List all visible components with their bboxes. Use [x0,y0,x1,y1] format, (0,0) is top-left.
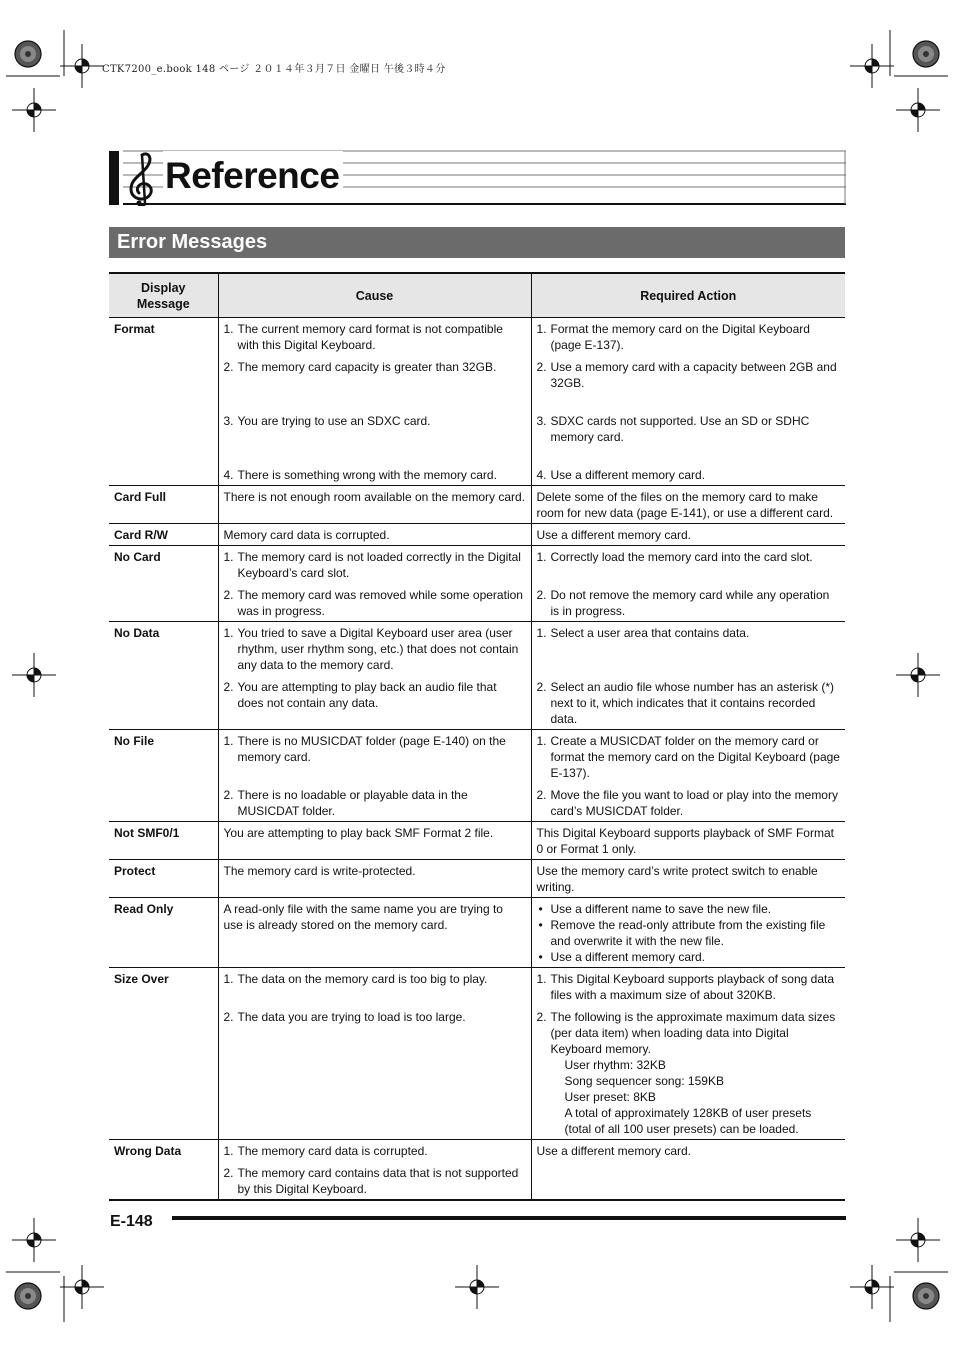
action-item [537,489,841,521]
cause-item [224,787,526,819]
item-number: 2. [223,1166,234,1180]
display-message-cell: Read Only [109,898,218,968]
bullet-item [537,917,841,949]
item-text: Select an audio file whose number has an asterisk (*) next to it, which indicates that it contains recorded data. [550,680,834,726]
display-message-cell: Size Over [109,968,218,1140]
registration-mark-icon [896,88,940,132]
bullet-text: Use a different memory card. [550,950,706,964]
action-item [537,321,841,353]
item-text: There is not enough room available on the memory card. [223,490,525,504]
table-row [109,546,845,622]
action-item [537,359,841,391]
action-item [537,863,841,895]
item-number: 3. [536,414,547,428]
cause-cell [218,1140,531,1201]
cause-item [224,489,526,505]
item-text: Format the memory card on the Digital Keyboard (page E-137). [550,322,810,352]
display-message-cell: No Card [109,546,218,622]
table-row [109,622,845,730]
item-number: 1. [536,734,547,748]
item-text: This Digital Keyboard supports playback of song data files with a maximum size of about 320KB. [550,972,834,1002]
item-text: Move the file you want to load or play into the memory card’s MUSICDAT folder. [550,788,838,818]
cause-cell [218,622,531,730]
action-item [537,679,841,727]
item-number: 4. [536,468,547,482]
item-text: The data on the memory card is too big to play. [237,972,488,986]
cause-cell [218,860,531,898]
item-number: 1. [223,734,234,748]
item-text: Use a different memory card. [550,468,706,482]
action-item [537,625,841,673]
item-number: 2. [223,1010,234,1024]
action-item [537,413,841,445]
item-text: A read-only file with the same name you are trying to use is already stored on the memory card. [223,902,503,932]
data-size-line: User preset: 8KB [564,1090,656,1104]
item-text: You are attempting to play back an audio file that does not contain any data. [237,680,497,710]
item-text: There is no MUSICDAT folder (page E-140) on the memory card. [237,734,506,764]
display-message-cell: Card Full [109,486,218,524]
action-item [537,971,841,1003]
item-text: Use the memory card’s write protect switch to enable writing. [536,864,818,894]
item-text: The memory card was removed while some operation was in progress. [237,588,523,618]
item-number: 1. [223,1144,234,1158]
cause-item [224,1143,526,1159]
action-item [537,1009,841,1137]
item-number: 2. [223,788,234,802]
item-text: Create a MUSICDAT folder on the memory card or format the memory card on the Digital Keyboard (page E-137). [550,734,840,780]
table-row [109,1140,845,1201]
required-action-cell [531,898,845,968]
item-text: You are attempting to play back SMF Format 2 file. [223,826,494,840]
action-item [537,1143,841,1159]
required-action-cell [531,968,845,1140]
bullet-icon: • [538,918,543,932]
display-message-cell: Card R/W [109,524,218,546]
bullet-text: Use a different name to save the new file. [550,902,772,916]
data-size-line: Song sequencer song: 159KB [564,1074,724,1088]
item-number: 1. [223,322,234,336]
table-row [109,822,845,860]
cause-item [224,971,526,1003]
cause-item [224,679,526,711]
item-number: 2. [536,360,547,374]
item-text: The following is the approximate maximum data sizes (per data item) when loading data into Digital Keyboard memory. [550,1010,836,1056]
bullet-icon: • [538,902,543,916]
action-item [537,787,841,819]
table-row [109,318,845,486]
required-action-cell [531,546,845,622]
cause-item [224,825,526,841]
item-text: This Digital Keyboard supports playback of SMF Format 0 or Format 1 only. [536,826,834,856]
item-text: Use a memory card with a capacity between 2GB and 32GB. [550,360,837,390]
item-text: Use a different memory card. [536,528,692,542]
action-item [537,549,841,581]
table-row [109,860,845,898]
table-header-row [109,273,845,318]
bullet-item [537,901,841,917]
registration-mark-icon [12,1218,56,1262]
item-number: 2. [223,360,234,374]
cause-item [224,587,526,619]
cause-cell [218,730,531,822]
item-number: 2. [223,680,234,694]
color-target-icon [913,41,939,67]
item-text: The memory card is write-protected. [223,864,416,878]
registration-mark-icon [12,88,56,132]
display-message-cell: Format [109,318,218,486]
display-message-cell: Not SMF0/1 [109,822,218,860]
cause-cell [218,822,531,860]
bullet-icon: • [538,950,543,964]
color-target-icon [913,1283,939,1309]
cause-item [224,1009,526,1025]
required-action-cell [531,318,845,486]
item-number: 2. [536,788,547,802]
item-number: 2. [536,680,547,694]
column-header-display-message: Display Message [109,273,218,318]
cause-item [224,549,526,581]
action-item [537,587,841,619]
action-bullet-list [537,901,841,965]
item-text: You are trying to use an SDXC card. [237,414,431,428]
table-row [109,968,845,1140]
table-row [109,898,845,968]
required-action-cell [531,524,845,546]
action-item [537,825,841,857]
registration-mark-icon [850,1265,894,1309]
data-size-line: A total of approximately 128KB of user presets (total of all 100 user presets) can be loaded. [564,1106,812,1136]
cause-cell [218,486,531,524]
required-action-cell [531,822,845,860]
cause-cell [218,546,531,622]
item-text: There is no loadable or playable data in the MUSICDAT folder. [237,788,468,818]
registration-mark-icon [896,653,940,697]
cause-item [224,413,526,445]
required-action-cell [531,1140,845,1201]
display-message-cell: No File [109,730,218,822]
table-row [109,486,845,524]
item-number: 1. [536,550,547,564]
item-text: Do not remove the memory card while any operation is in progress. [550,588,830,618]
item-text: There is something wrong with the memory card. [237,468,497,482]
print-header: CTK7200_e.book 148 ページ ２０１４年３月７日 金曜日 午後３時４分 [102,64,446,75]
cause-item [224,1165,526,1197]
chapter-title: Reference [163,151,343,201]
table-row [109,524,845,546]
item-text: The memory card contains data that is not supported by this Digital Keyboard. [237,1166,519,1196]
error-messages-table [109,272,845,1201]
table-body [109,318,845,1201]
cause-item [224,321,526,353]
item-text: You tried to save a Digital Keyboard user area (user rhythm, user rhythm song, etc.) that does not contain any data to the memory card. [237,626,519,672]
display-message-cell: No Data [109,622,218,730]
item-number: 1. [223,626,234,640]
registration-mark-icon [850,44,894,88]
item-text: The memory card data is corrupted. [237,1144,428,1158]
cause-item [224,467,526,483]
action-item [537,733,841,781]
color-target-icon [15,1283,41,1309]
action-item [537,527,841,543]
item-text: Use a different memory card. [536,1144,692,1158]
required-action-cell [531,730,845,822]
item-text: Correctly load the memory card into the card slot. [550,550,813,564]
item-number: 1. [536,626,547,640]
item-text: The data you are trying to load is too large. [237,1010,466,1024]
registration-mark-icon [60,44,104,88]
table-row [109,730,845,822]
cause-cell [218,524,531,546]
item-text: Select a user area that contains data. [550,626,750,640]
data-size-line: User rhythm: 32KB [564,1058,666,1072]
section-title: Error Messages [117,231,268,253]
item-number: 1. [223,550,234,564]
treble-clef-icon [131,154,151,206]
item-number: 2. [223,588,234,602]
display-message-cell: Protect [109,860,218,898]
item-text: The memory card is not loaded correctly in the Digital Keyboard’s card slot. [237,550,521,580]
item-number: 4. [223,468,234,482]
item-number: 1. [223,972,234,986]
cause-item [224,863,526,879]
footer-rule [172,1216,846,1220]
item-text: Memory card data is corrupted. [223,528,390,542]
cause-cell [218,318,531,486]
action-item [537,467,841,483]
column-header-required-action: Required Action [531,273,845,318]
cause-item [224,359,526,391]
item-number: 1. [536,972,547,986]
registration-mark-icon [60,1265,104,1309]
item-text: The current memory card format is not compatible with this Digital Keyboard. [237,322,503,352]
cause-item [224,625,526,673]
registration-mark-icon [455,1265,499,1309]
item-number: 1. [536,322,547,336]
required-action-cell [531,622,845,730]
item-text: The memory card capacity is greater than 32GB. [237,360,497,374]
item-number: 2. [536,1010,547,1024]
cause-cell [218,898,531,968]
required-action-cell [531,860,845,898]
cause-cell [218,968,531,1140]
cause-item [224,527,526,543]
column-header-cause: Cause [218,273,531,318]
item-text: SDXC cards not supported. Use an SD or SDHC memory card. [550,414,810,444]
page-number: E-148 [110,1213,153,1230]
cause-item [224,901,526,933]
display-message-cell: Wrong Data [109,1140,218,1201]
item-number: 3. [223,414,234,428]
required-action-cell [531,486,845,524]
color-target-icon [15,41,41,67]
item-text: Delete some of the files on the memory card to make room for new data (page E-141), or use a different card. [536,490,834,520]
bullet-text: Remove the read-only attribute from the existing file and overwrite it with the new file. [550,918,826,948]
bullet-item [537,949,841,965]
registration-mark-icon [896,1218,940,1262]
cause-item [224,733,526,781]
registration-mark-icon [12,653,56,697]
item-number: 2. [536,588,547,602]
